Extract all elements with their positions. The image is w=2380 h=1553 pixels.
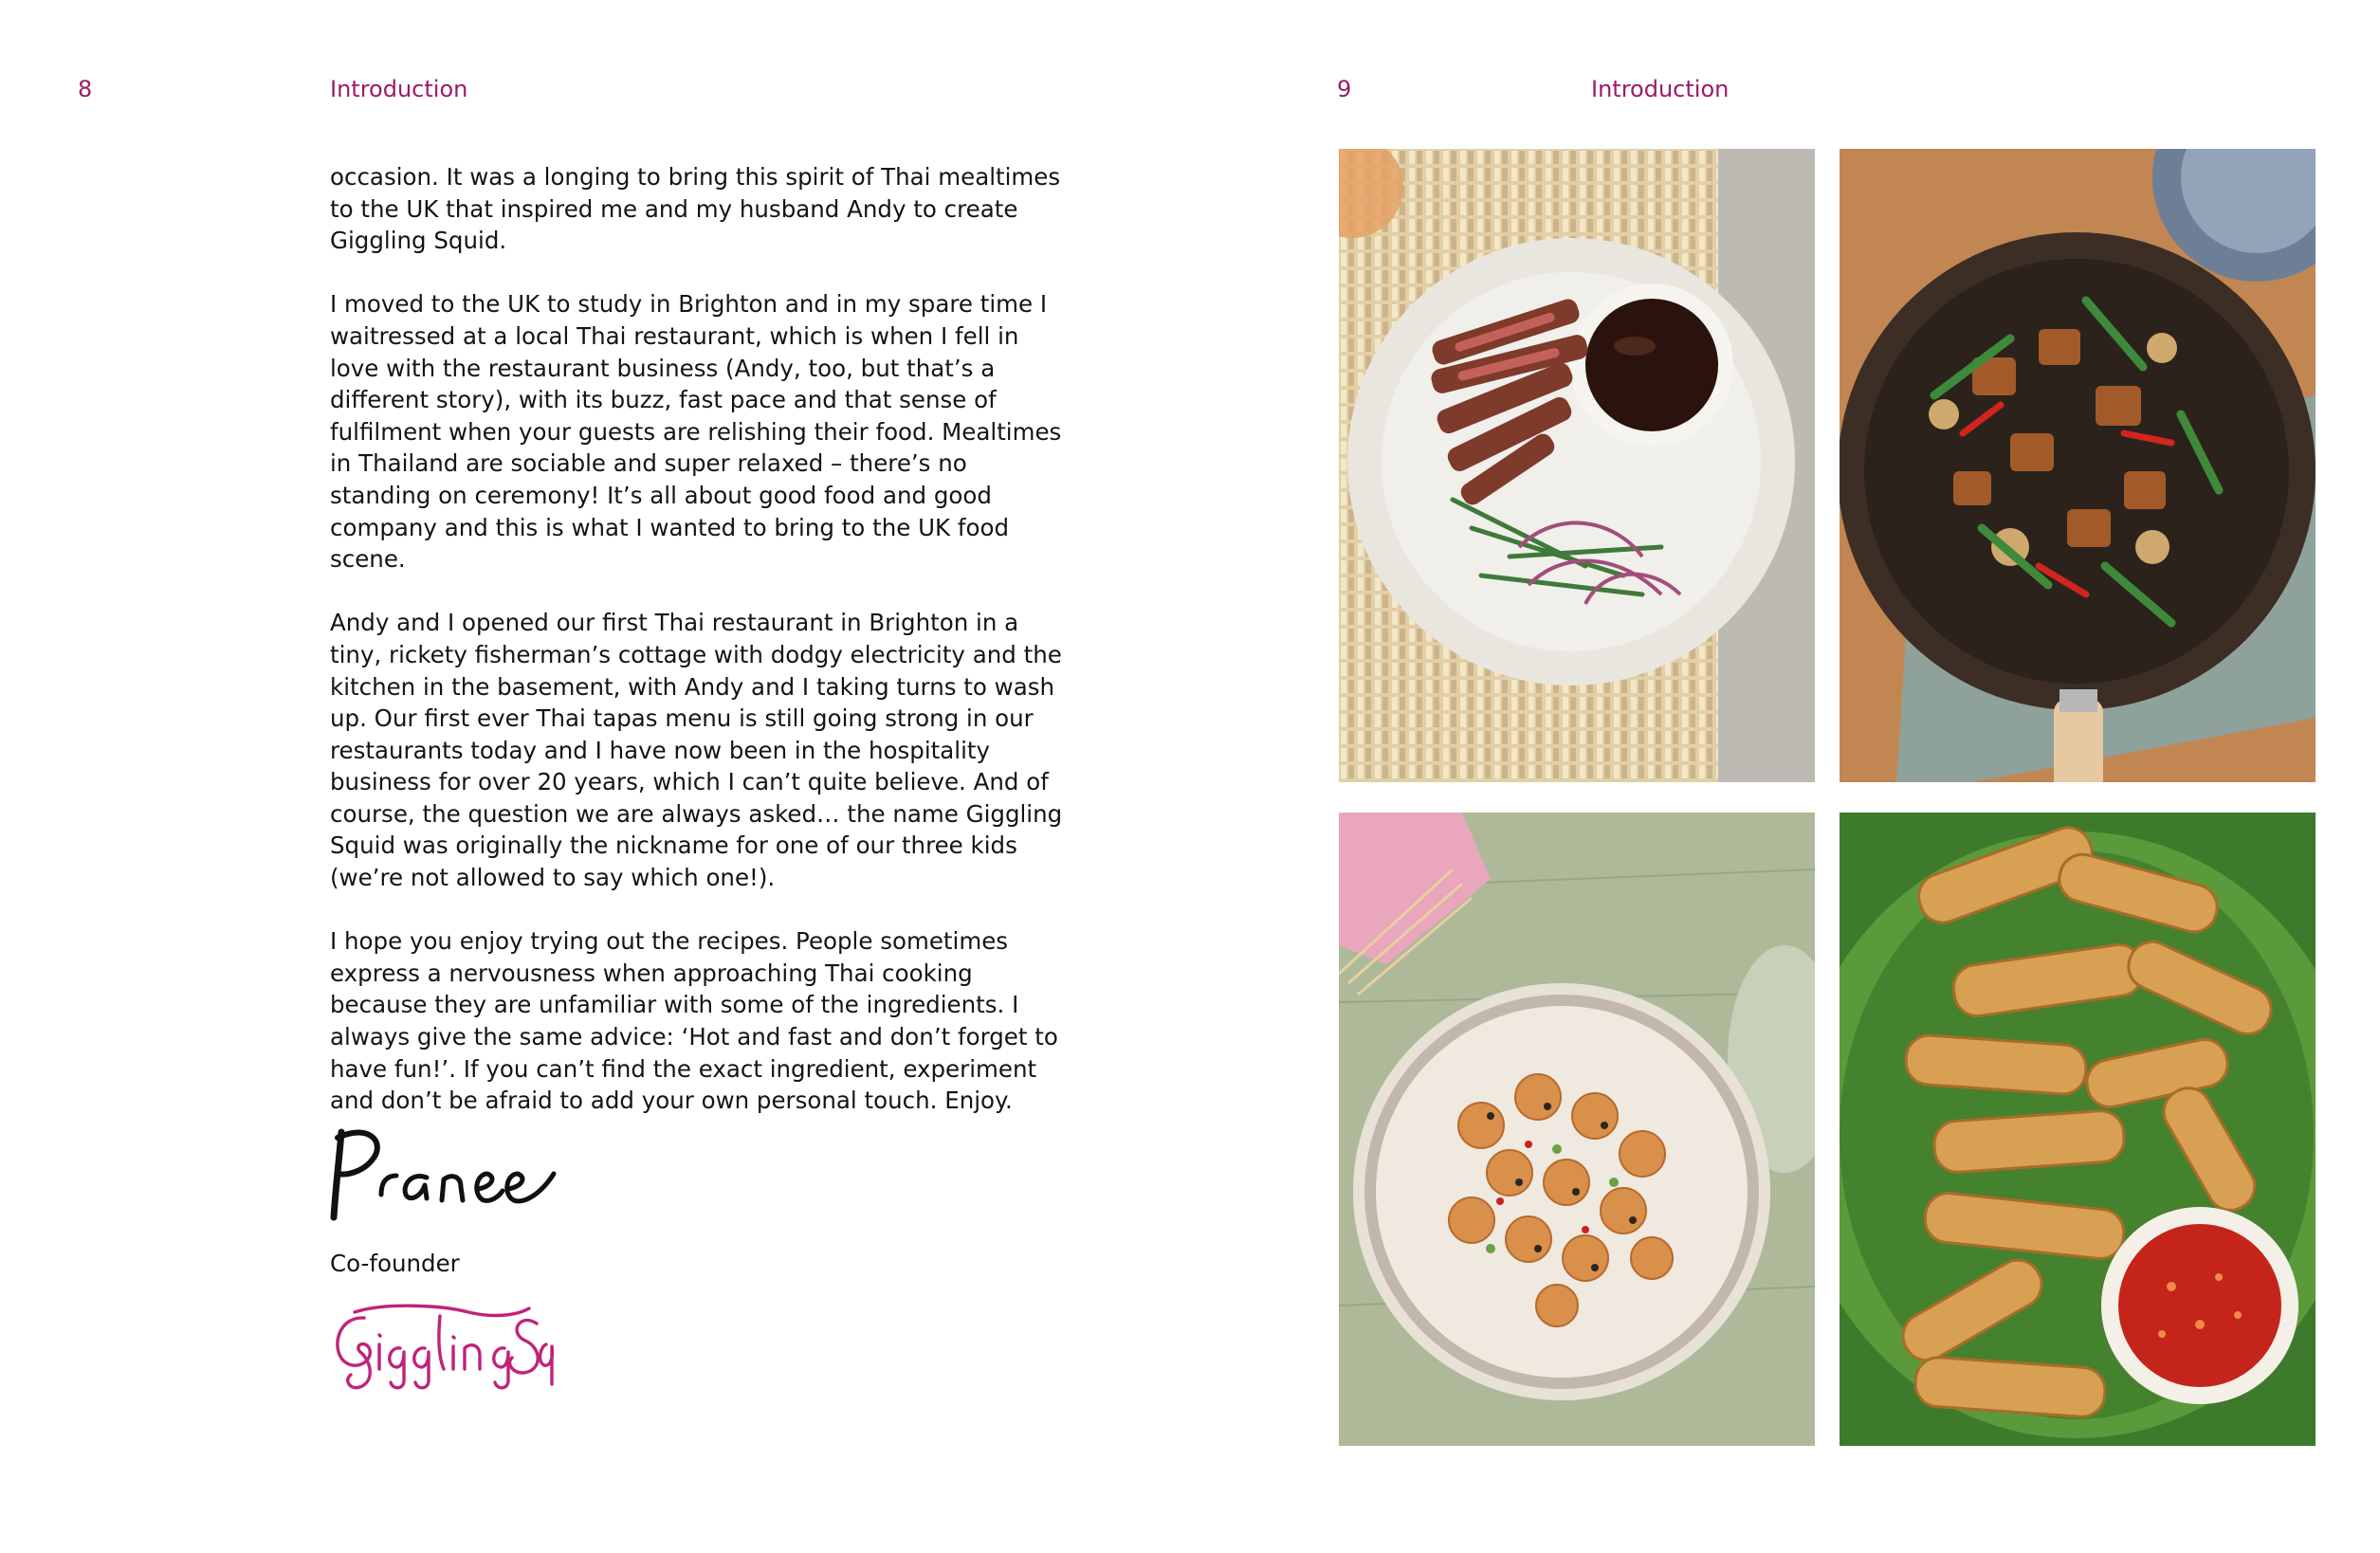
spring-rolls-photo [1840,813,2316,1446]
page-number-right: 9 [1337,76,1352,102]
page-number-left: 8 [78,76,93,102]
signatory-role: Co-founder [330,1250,460,1277]
paragraph-3: Andy and I opened our first Thai restaurant in Brighton in a tiny, rickety fisherman’s cottage with dodgy electricity and the kitchen in the basement, with Andy and I taking turns to wash up. Our first ever Thai tapas menu is still going strong in our restaurants today and I have now been in the hospitality business for over 20 years, which I can’t quite believe. And of course, the question we are always asked… the name Giggling Squid was originally the nickname for one of our three kids (we’re not allowed to say which one!). [330,609,1063,892]
paragraph-2: I moved to the UK to study in Brighton and in my spare time I waitressed at a local Thai restaurant, which is when I fell in love with the restaurant business (Andy, too, but that’s a different story), with its buzz, fast pace and that sense of fulfilment when your guests are relishing their food. Mealtimes in Thailand are sociable and super relaxed – there’s no standing on ceremony! It’s all about good food and good company and this is what I wanted to bring to the UK food scene. [330,290,1062,574]
giggling-squid-logo [326,1299,554,1394]
body-text [330,161,1070,1148]
prawns-dish-photo [1339,813,1815,1446]
paragraph-4: I hope you enjoy trying out the recipes. People sometimes express a nervousness when approaching Thai cooking because they are unfamiliar with some of the ingredients. I always give the same advice: ‘Hot and fast and don’t forget to have fun!’. If you can’t find the exact ingredient, experiment and don’t be afraid to add your own personal touch. Enjoy. [330,927,1058,1115]
signature-pranee [320,1119,567,1223]
steak-dish-photo [1339,149,1815,782]
running-head-left: Introduction [330,76,468,102]
paragraph-1: occasion. It was a longing to bring this spirit of Thai mealtimes to the UK that inspired me and my husband Andy to create Giggling Squid. [330,163,1061,255]
running-head-right: Introduction [1591,76,1730,102]
wok-stir-fry-photo [1840,149,2316,782]
